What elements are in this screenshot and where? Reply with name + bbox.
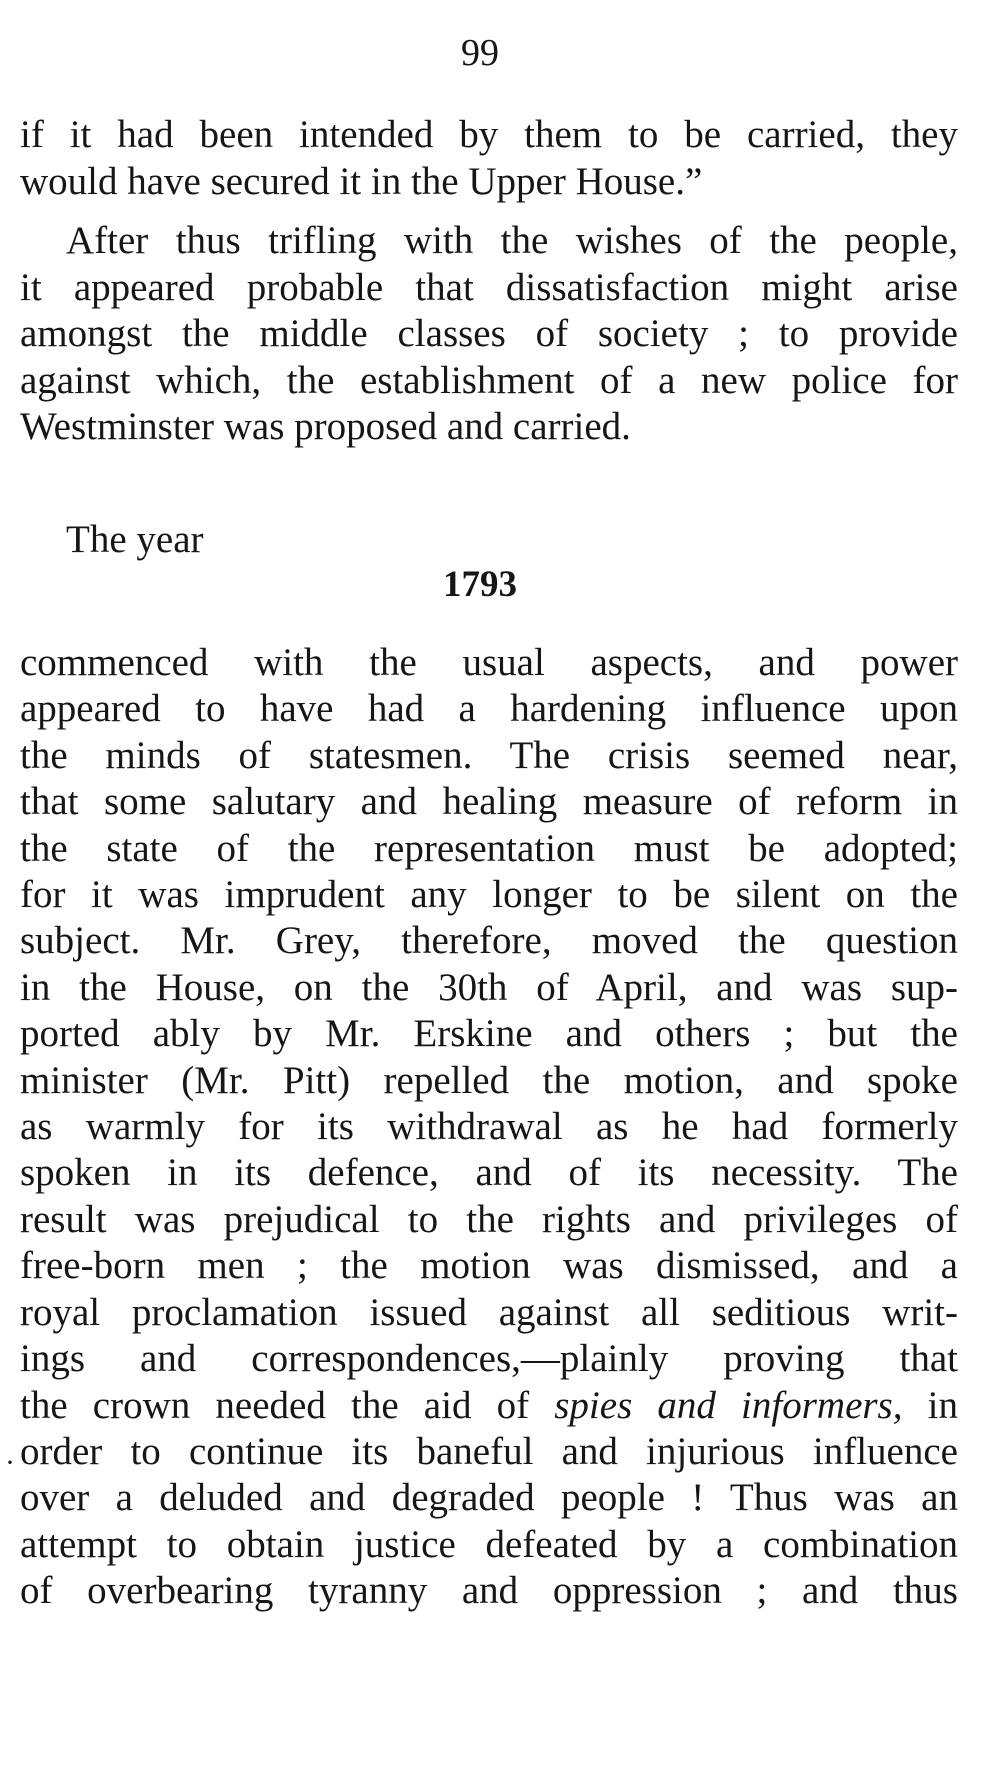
page-number: 99 bbox=[461, 32, 499, 74]
paragraph-police bbox=[20, 218, 958, 451]
text-line: amongst the middle classes of society ; to provide bbox=[20, 312, 958, 356]
text-line: over a deluded and degraded people ! Thus was an bbox=[20, 1476, 958, 1520]
text-line: subject. Mr. Grey, therefore, moved the question bbox=[20, 919, 958, 963]
paragraph-1793 bbox=[20, 640, 958, 1615]
text-line: royal proclamation issued against all seditious writ- bbox=[20, 1290, 958, 1334]
text-segment: in bbox=[927, 1383, 958, 1427]
text-line: result was prejudical to the rights and privileges of bbox=[20, 1197, 958, 1241]
text-line: commenced with the usual aspects, and power bbox=[20, 641, 958, 684]
text-line: for it was imprudent any longer to be silent on the bbox=[20, 873, 958, 917]
text-line: ported ably by Mr. Erskine and others ; but the bbox=[20, 1012, 958, 1056]
text-segment: the crown needed the aid of bbox=[20, 1383, 530, 1427]
text-line: would have secured it in the Upper House.” bbox=[20, 159, 703, 203]
italic-phrase: spies and informers, bbox=[554, 1383, 903, 1427]
paragraph-continuation bbox=[20, 112, 958, 205]
year-heading: 1793 bbox=[443, 564, 517, 605]
text-line: it appeared probable that dissatisfaction might arise bbox=[20, 265, 958, 309]
margin-mark: · bbox=[5, 1446, 15, 1479]
text-line: that some salutary and healing measure of reform in bbox=[20, 780, 958, 824]
text-line: in the House, on the 30th of April, and was sup- bbox=[20, 965, 958, 1009]
text-line: ings and correspondences,—plainly proving that bbox=[20, 1337, 958, 1381]
text-line: attempt to obtain justice defeated by a combination bbox=[20, 1522, 958, 1566]
text-line: spoken in its defence, and of its necessity. The bbox=[20, 1151, 958, 1195]
text-line: minister (Mr. Pitt) repelled the motion, and spoke bbox=[20, 1058, 958, 1102]
text-line: the state of the representation must be adopted; bbox=[20, 826, 958, 870]
text-line: free-born men ; the motion was dismissed, and a bbox=[20, 1244, 958, 1288]
text-line: as warmly for its withdrawal as he had formerly bbox=[20, 1105, 958, 1149]
text-line: against which, the establishment of a new police for bbox=[20, 358, 958, 402]
text-line: After thus trifling with the wishes of the people, bbox=[66, 219, 958, 262]
text-line: the minds of statesmen. The crisis seemed near, bbox=[20, 733, 958, 777]
text-line: appeared to have had a hardening influence upon bbox=[20, 687, 958, 731]
text-line: Westminster was proposed and carried. bbox=[20, 405, 631, 449]
text-line: order to continue its baneful and injurious influence bbox=[20, 1429, 958, 1473]
text-line: if it had been intended by them to be carried, they bbox=[20, 113, 958, 156]
text-line bbox=[20, 1383, 958, 1429]
year-lead-text: The year bbox=[66, 518, 204, 561]
text-line: of overbearing tyranny and oppression ; and thus bbox=[20, 1569, 958, 1613]
